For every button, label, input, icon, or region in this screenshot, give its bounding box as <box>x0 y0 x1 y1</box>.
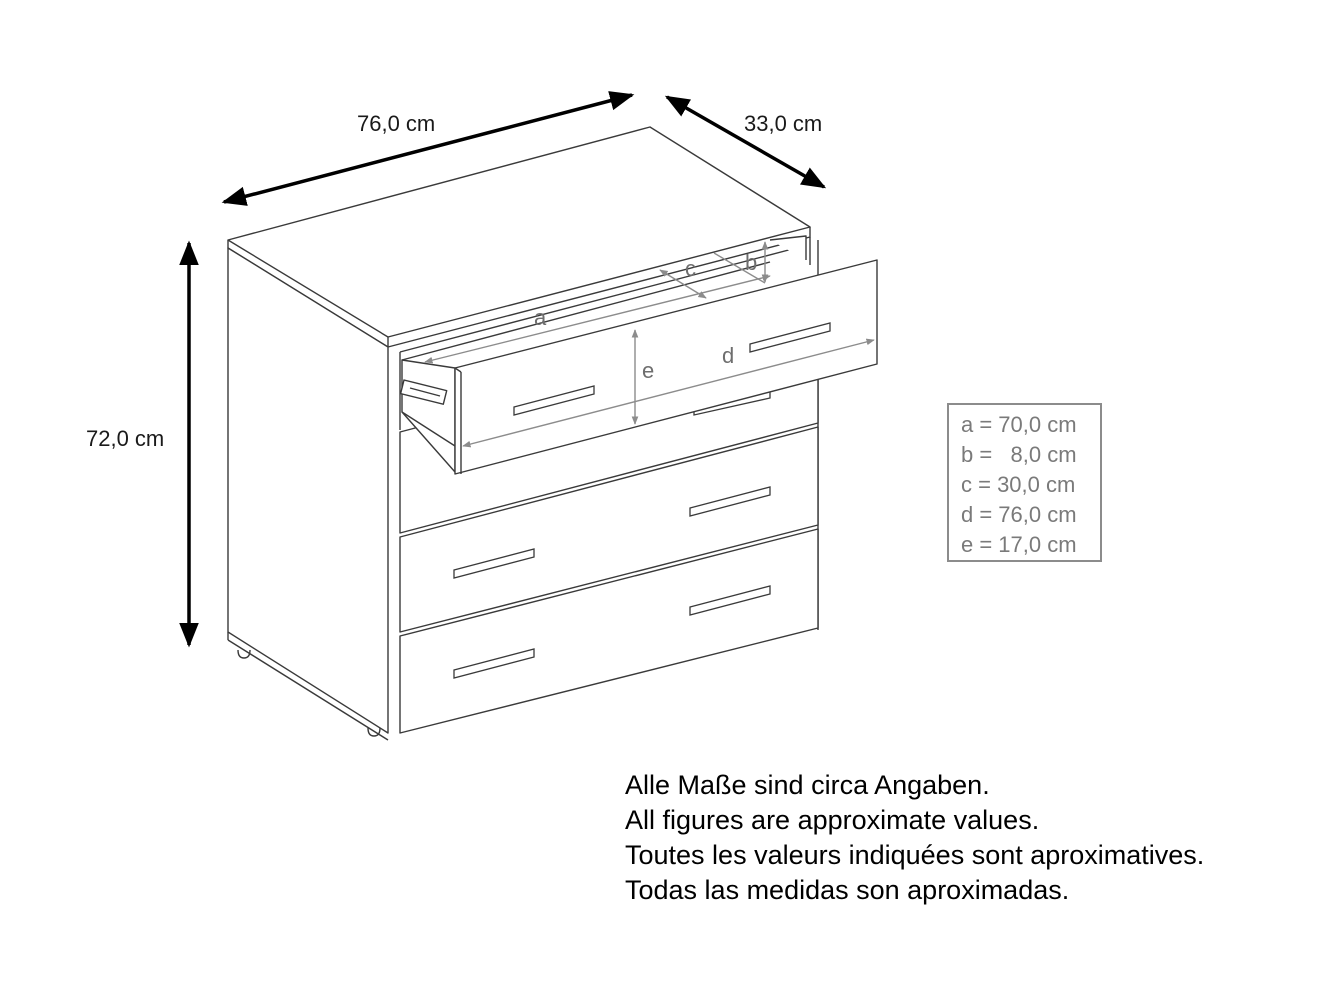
depth-dimension-label: 33,0 cm <box>744 111 823 136</box>
legend-d: d = 76,0 cm <box>961 502 1077 527</box>
width-dimension-label: 76,0 cm <box>357 111 436 136</box>
note-english: All figures are approximate values. <box>625 805 1040 835</box>
note-french: Toutes les valeurs indiquées sont aproximatives. <box>625 840 1205 870</box>
foot-left <box>238 650 250 658</box>
label-d: d <box>722 343 735 368</box>
label-a: a <box>534 305 547 330</box>
legend-a: a = 70,0 cm <box>961 412 1077 437</box>
note-spanish: Todas las medidas son aproximadas. <box>625 875 1070 905</box>
legend-b: b = 8,0 cm <box>961 442 1077 467</box>
height-dimension-label: 72,0 cm <box>86 426 165 451</box>
label-b: b <box>745 250 758 275</box>
legend-e: e = 17,0 cm <box>961 532 1077 557</box>
approximate-values-note <box>625 768 1204 908</box>
label-c: c <box>685 256 696 281</box>
measurement-legend <box>948 404 1101 561</box>
note-german: Alle Maße sind circa Angaben. <box>625 770 990 800</box>
label-e: e <box>642 358 655 383</box>
legend-c: c = 30,0 cm <box>961 472 1076 497</box>
